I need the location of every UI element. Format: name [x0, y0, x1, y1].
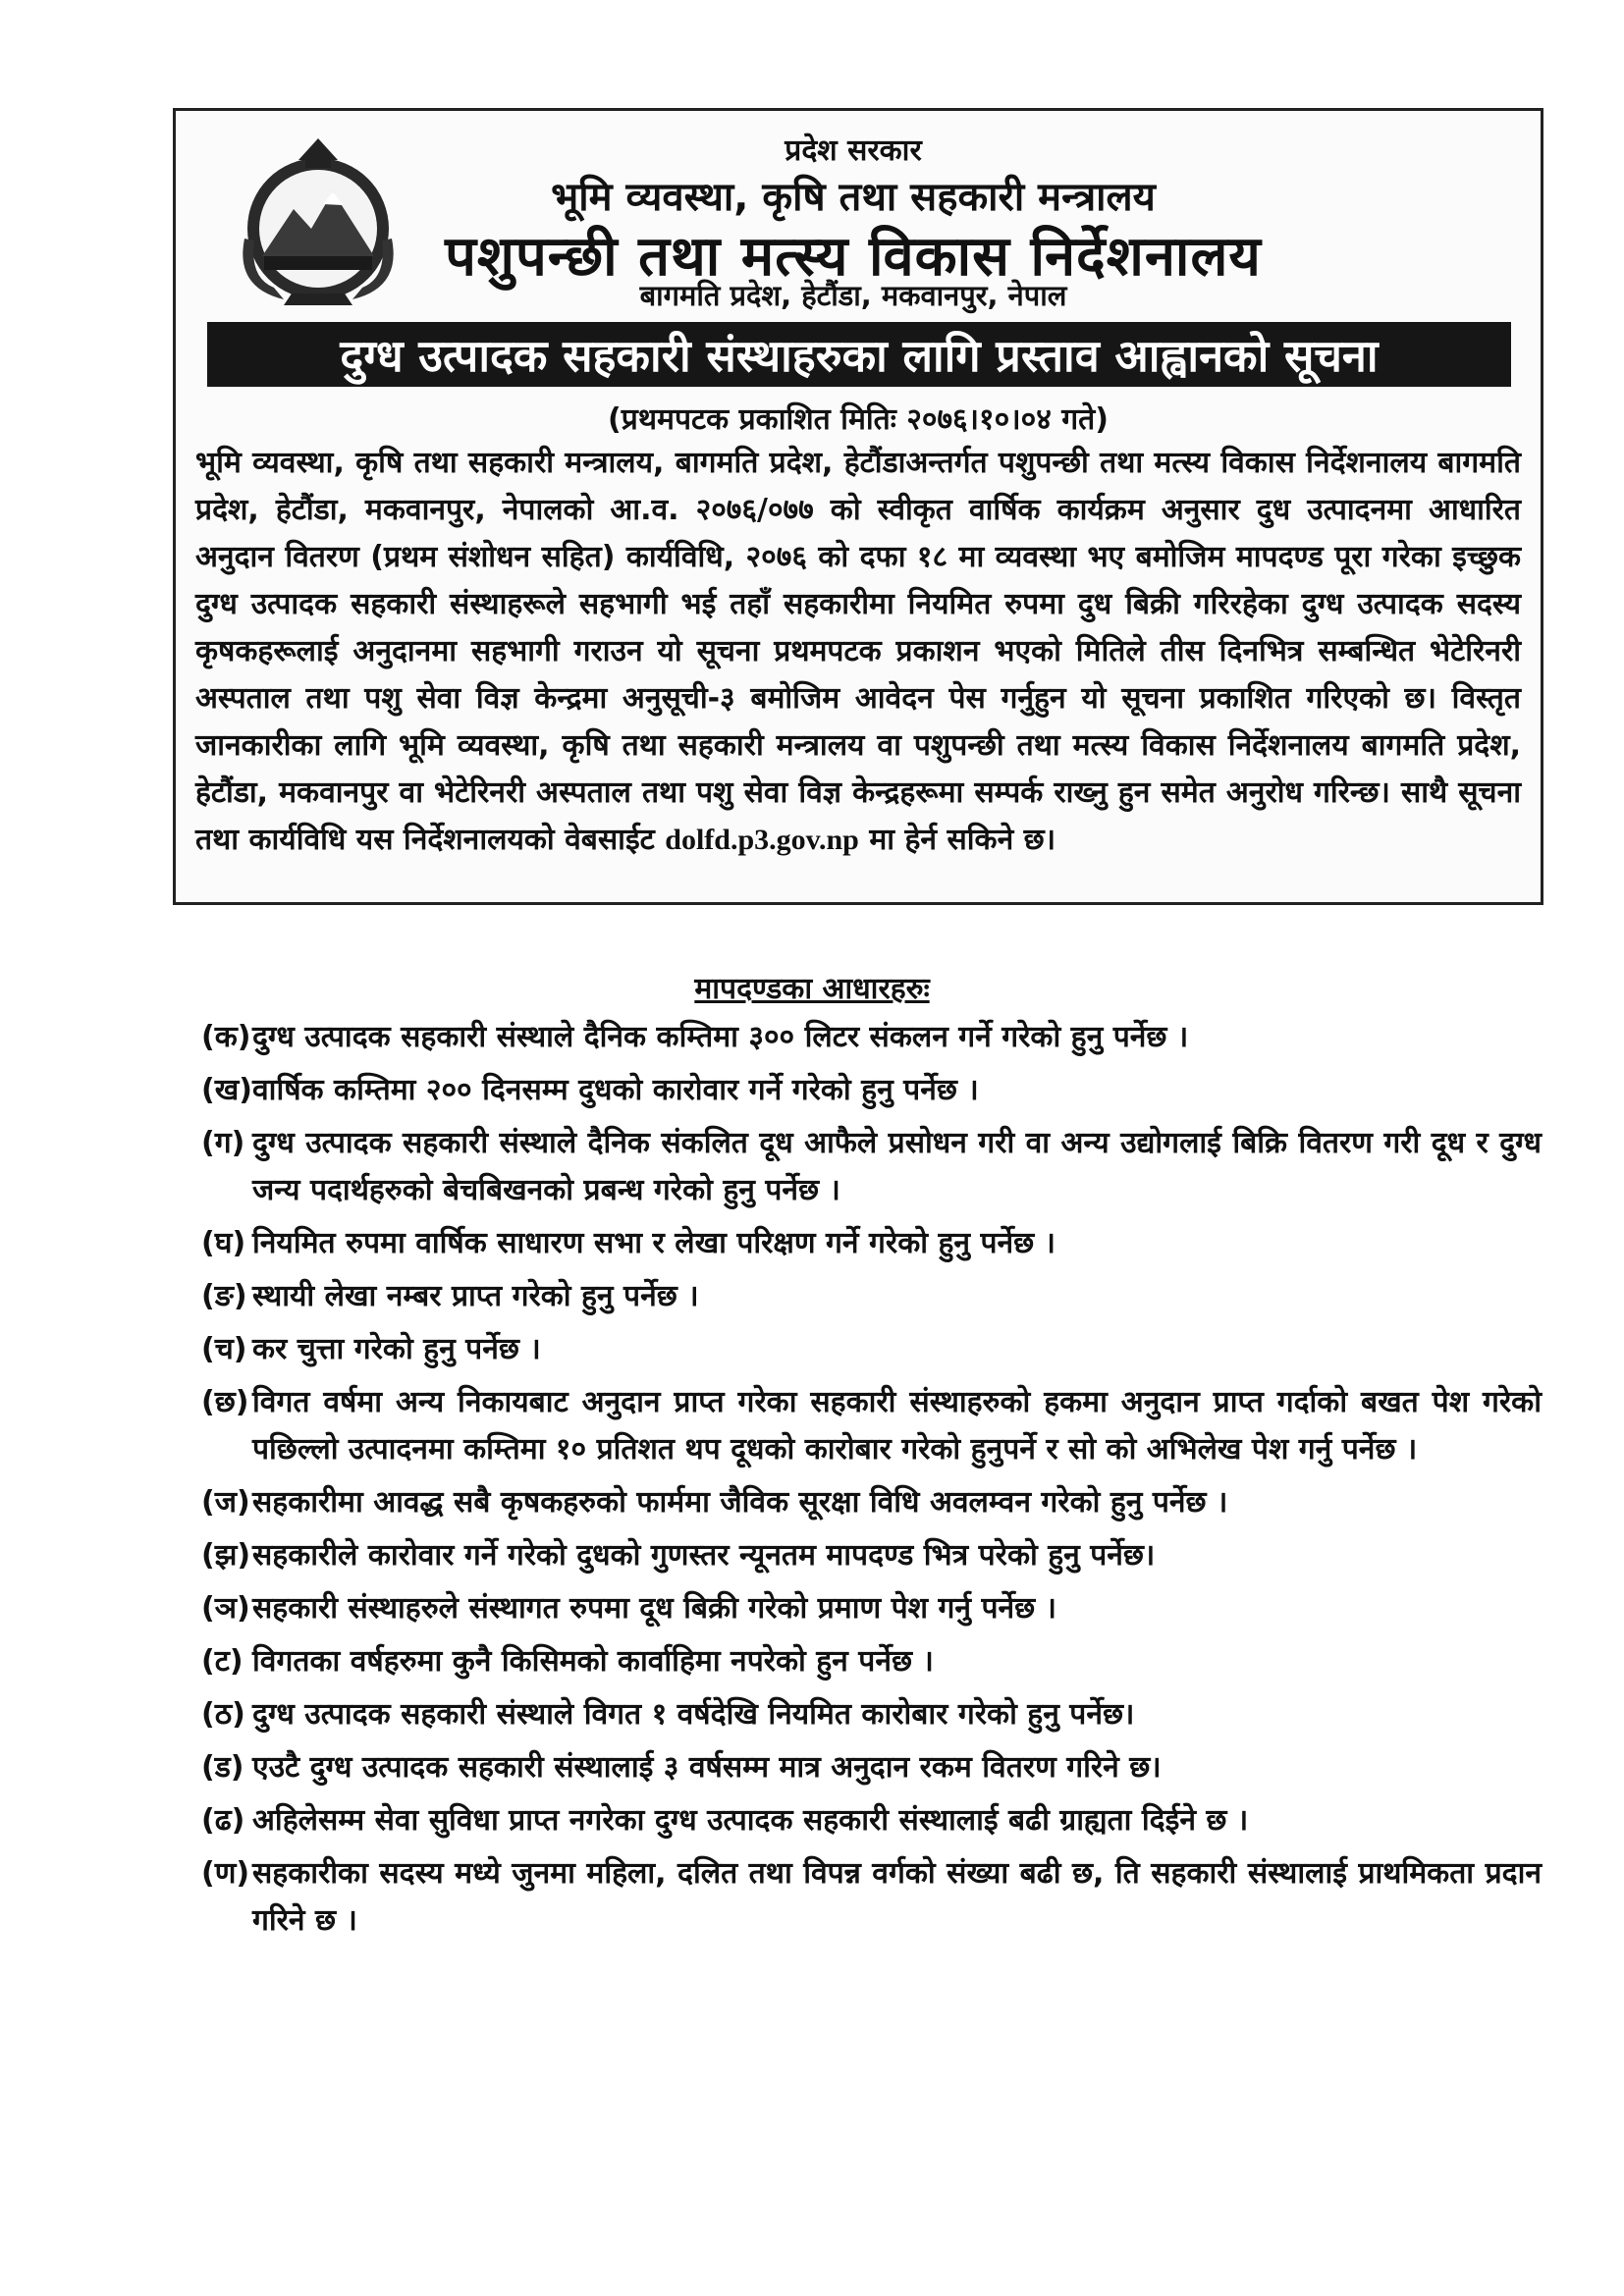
criteria-marker: (ख): [201, 1073, 252, 1107]
notice-title: [207, 322, 1511, 387]
criteria-marker: (घ): [201, 1226, 246, 1260]
criteria-marker: (ग): [201, 1126, 245, 1160]
criteria-text: नियमित रुपमा वार्षिक साधारण सभा र लेखा परिक्षण गर्ने गरेको हुनु पर्नेछ ।: [252, 1226, 1056, 1260]
criteria-text: दुग्ध उत्पादक सहकारी संस्थाले दैनिक कम्तिमा ३०० लिटर संकलन गर्ने गरेको हुनु पर्नेछ ।: [252, 1020, 1189, 1054]
criteria-heading: मापदण्डका आधारहरुः: [694, 972, 930, 1006]
criteria-text: दुग्ध उत्पादक सहकारी संस्थाले दैनिक संकलित दूध आफैले प्रसोधन गरी वा अन्य उद्योगलाई बिक्रि वितरण गरी दूध र दुग्ध जन्य पदार्थहरुको बेचबिखनको प्रबन्ध गरेको हुनु पर्नेछ ।: [252, 1126, 1542, 1207]
criteria-marker: (ठ): [201, 1697, 245, 1732]
criteria-marker: (झ): [201, 1538, 251, 1573]
notice-body-text: भूमि व्यवस्था, कृषि तथा सहकारी मन्त्रालय, बागमति प्रदेश, हेटौंडाअन्तर्गत पशुपन्छी तथा मत्स्य विकास निर्देशनालय बागमति प्रदेश, हेटौंडा, मकवानपुर, नेपालको आ.व. २०७६/०७७ को स्वीकृत वार्षिक कार्यक्रम अनुसार दुध उत्पादनमा आधारित अनुदान वितरण (प्रथम संशोधन सहित) कार्यविधि, २०७६ को दफा १८ मा व्यवस्था भए बमोजिम मापदण्ड पूरा गरेका इच्छुक दुग्ध उत्पादक सहकारी संस्थाहरूले सहभागी भई तहाँ सहकारीमा नियमित रुपमा दुध बिक्री गरिरहेका दुग्ध उत्पादक सदस्य कृषकहरूलाई अनुदानमा सहभागी गराउन यो सूचना प्रथमपटक प्रकाशन भएको मितिले तीस दिनभित्र सम्बन्धित भेटेरिनरी अस्पताल तथा पशु सेवा विज्ञ केन्द्रमा अनुसूची-३ बमोजिम आवेदन पेस गर्नुहुन यो सूचना प्रकाशित गरिएको छ। विस्तृत जानकारीका लागि भूमि व्यवस्था, कृषि तथा सहकारी मन्त्रालय वा पशुपन्छी तथा मत्स्य विकास निर्देशनालय बागमति प्रदेश, हेटौंडा, मकवानपुर वा भेटेरिनरी अस्पताल तथा पशु सेवा विज्ञ केन्द्रहरूमा सम्पर्क राख्नु हुन समेत अनुरोध गरिन्छ। साथै सूचना तथा कार्यविधि यस निर्देशनालयको वेबसाईट: [195, 446, 1521, 857]
criteria-item: [201, 1532, 1542, 1579]
criteria-marker: (च): [201, 1332, 247, 1366]
criteria-item: [201, 1273, 1542, 1320]
criteria-text: स्थायी लेखा नम्बर प्राप्त गरेको हुनु पर्नेछ ।: [252, 1279, 699, 1313]
criteria-text: एउटै दुग्ध उत्पादक सहकारी संस्थालाई ३ वर्षसम्म मात्र अनुदान रकम वितरण गरिने छ।: [252, 1750, 1162, 1785]
criteria-text: विगत वर्षमा अन्य निकायबाट अनुदान प्राप्त गरेका सहकारी संस्थाहरुको हकमा अनुदान प्राप्त गर्दाको बखत पेश गरेको पछिल्लो उत्पादनमा कम्तिमा १० प्रतिशत थप दूधको कारोबार गरेको हुनुपर्ने र सो को अभिलेख पेश गर्नु पर्नेछ ।: [252, 1385, 1542, 1467]
criteria-marker: (ण): [201, 1856, 250, 1891]
website-link[interactable]: dolfd.p3.gov.np: [665, 824, 859, 856]
criteria-marker: (क): [201, 1020, 251, 1054]
criteria-marker: (छ): [201, 1385, 249, 1419]
criteria-item: [201, 1691, 1542, 1738]
criteria-list: [201, 1014, 1542, 1950]
criteria-item: [201, 1850, 1542, 1945]
notice-body-end: मा हेर्न सकिने छ।: [869, 823, 1056, 857]
header-directorate: पशुपन्छी तथा मत्स्य विकास निर्देशनालय: [445, 225, 1262, 289]
notice-title-text: दुग्ध उत्पादक सहकारी संस्थाहरुका लागि प्रस्ताव आह्वानको सूचना: [340, 329, 1379, 382]
criteria-marker: (ड): [201, 1750, 244, 1785]
notice-body: [195, 440, 1521, 864]
notice-box: [173, 108, 1543, 905]
criteria-marker: (ङ): [201, 1279, 247, 1313]
header-government: प्रदेश सरकार: [785, 133, 922, 168]
criteria-marker: (ञ): [201, 1591, 250, 1626]
criteria-item: [201, 1326, 1542, 1373]
criteria-text: सहकारीका सदस्य मध्ये जुनमा महिला, दलित तथा विपन्न वर्गको संख्या बढी छ, ति सहकारी संस्थालाई प्राथमिकता प्रदान गरिने छ ।: [252, 1856, 1542, 1938]
criteria-item: [201, 1797, 1542, 1844]
criteria-item: [201, 1014, 1542, 1061]
criteria-marker: (ज): [201, 1485, 250, 1520]
criteria-item: [201, 1120, 1542, 1214]
header-address: बागमति प्रदेश, हेटौंडा, मकवानपुर, नेपाल: [639, 279, 1067, 312]
criteria-text: सहकारीले कारोवार गर्ने गरेको दुधको गुणस्तर न्यूनतम मापदण्ड भित्र परेको हुनु पर्नेछ।: [252, 1538, 1156, 1573]
criteria-item: [201, 1585, 1542, 1632]
criteria-item: [201, 1067, 1542, 1114]
criteria-marker: (ढ): [201, 1803, 245, 1838]
criteria-item: [201, 1220, 1542, 1267]
criteria-item: [201, 1744, 1542, 1791]
criteria-text: सहकारीमा आवद्ध सबै कृषकहरुको फार्ममा जैविक सूरक्षा विधि अवलम्वन गरेको हुनु पर्नेछ ।: [252, 1485, 1228, 1520]
criteria-text: वार्षिक कम्तिमा २०० दिनसम्म दुधको कारोवार गर्ने गरेको हुनु पर्नेछ ।: [252, 1073, 979, 1107]
criteria-text: कर चुत्ता गरेको हुनु पर्नेछ ।: [252, 1332, 541, 1366]
criteria-item: [201, 1638, 1542, 1685]
criteria-text: विगतका वर्षहरुमा कुनै किसिमको कार्वाहिमा नपरेको हुन पर्नेछ ।: [252, 1644, 934, 1679]
criteria-item: [201, 1379, 1542, 1473]
header-ministry: भूमि व्यवस्था, कृषि तथा सहकारी मन्त्रालय: [551, 175, 1156, 220]
criteria-text: सहकारी संस्थाहरुले संस्थागत रुपमा दूध बिक्री गरेको प्रमाण पेश गर्नु पर्नेछ ।: [252, 1591, 1057, 1626]
criteria-text: अहिलेसम्म सेवा सुविधा प्राप्त नगरेका दुग्ध उत्पादक सहकारी संस्थालाई बढी ग्राह्यता दिईने छ ।: [252, 1803, 1249, 1838]
publication-date: (प्रथमपटक प्रकाशित मितिः २०७६।१०।०४ गते): [608, 402, 1109, 437]
criteria-marker: (ट): [201, 1644, 244, 1679]
criteria-text: दुग्ध उत्पादक सहकारी संस्थाले विगत १ वर्षदेखि नियमित कारोबार गरेको हुनु पर्नेछ।: [252, 1697, 1135, 1732]
criteria-item: [201, 1479, 1542, 1526]
